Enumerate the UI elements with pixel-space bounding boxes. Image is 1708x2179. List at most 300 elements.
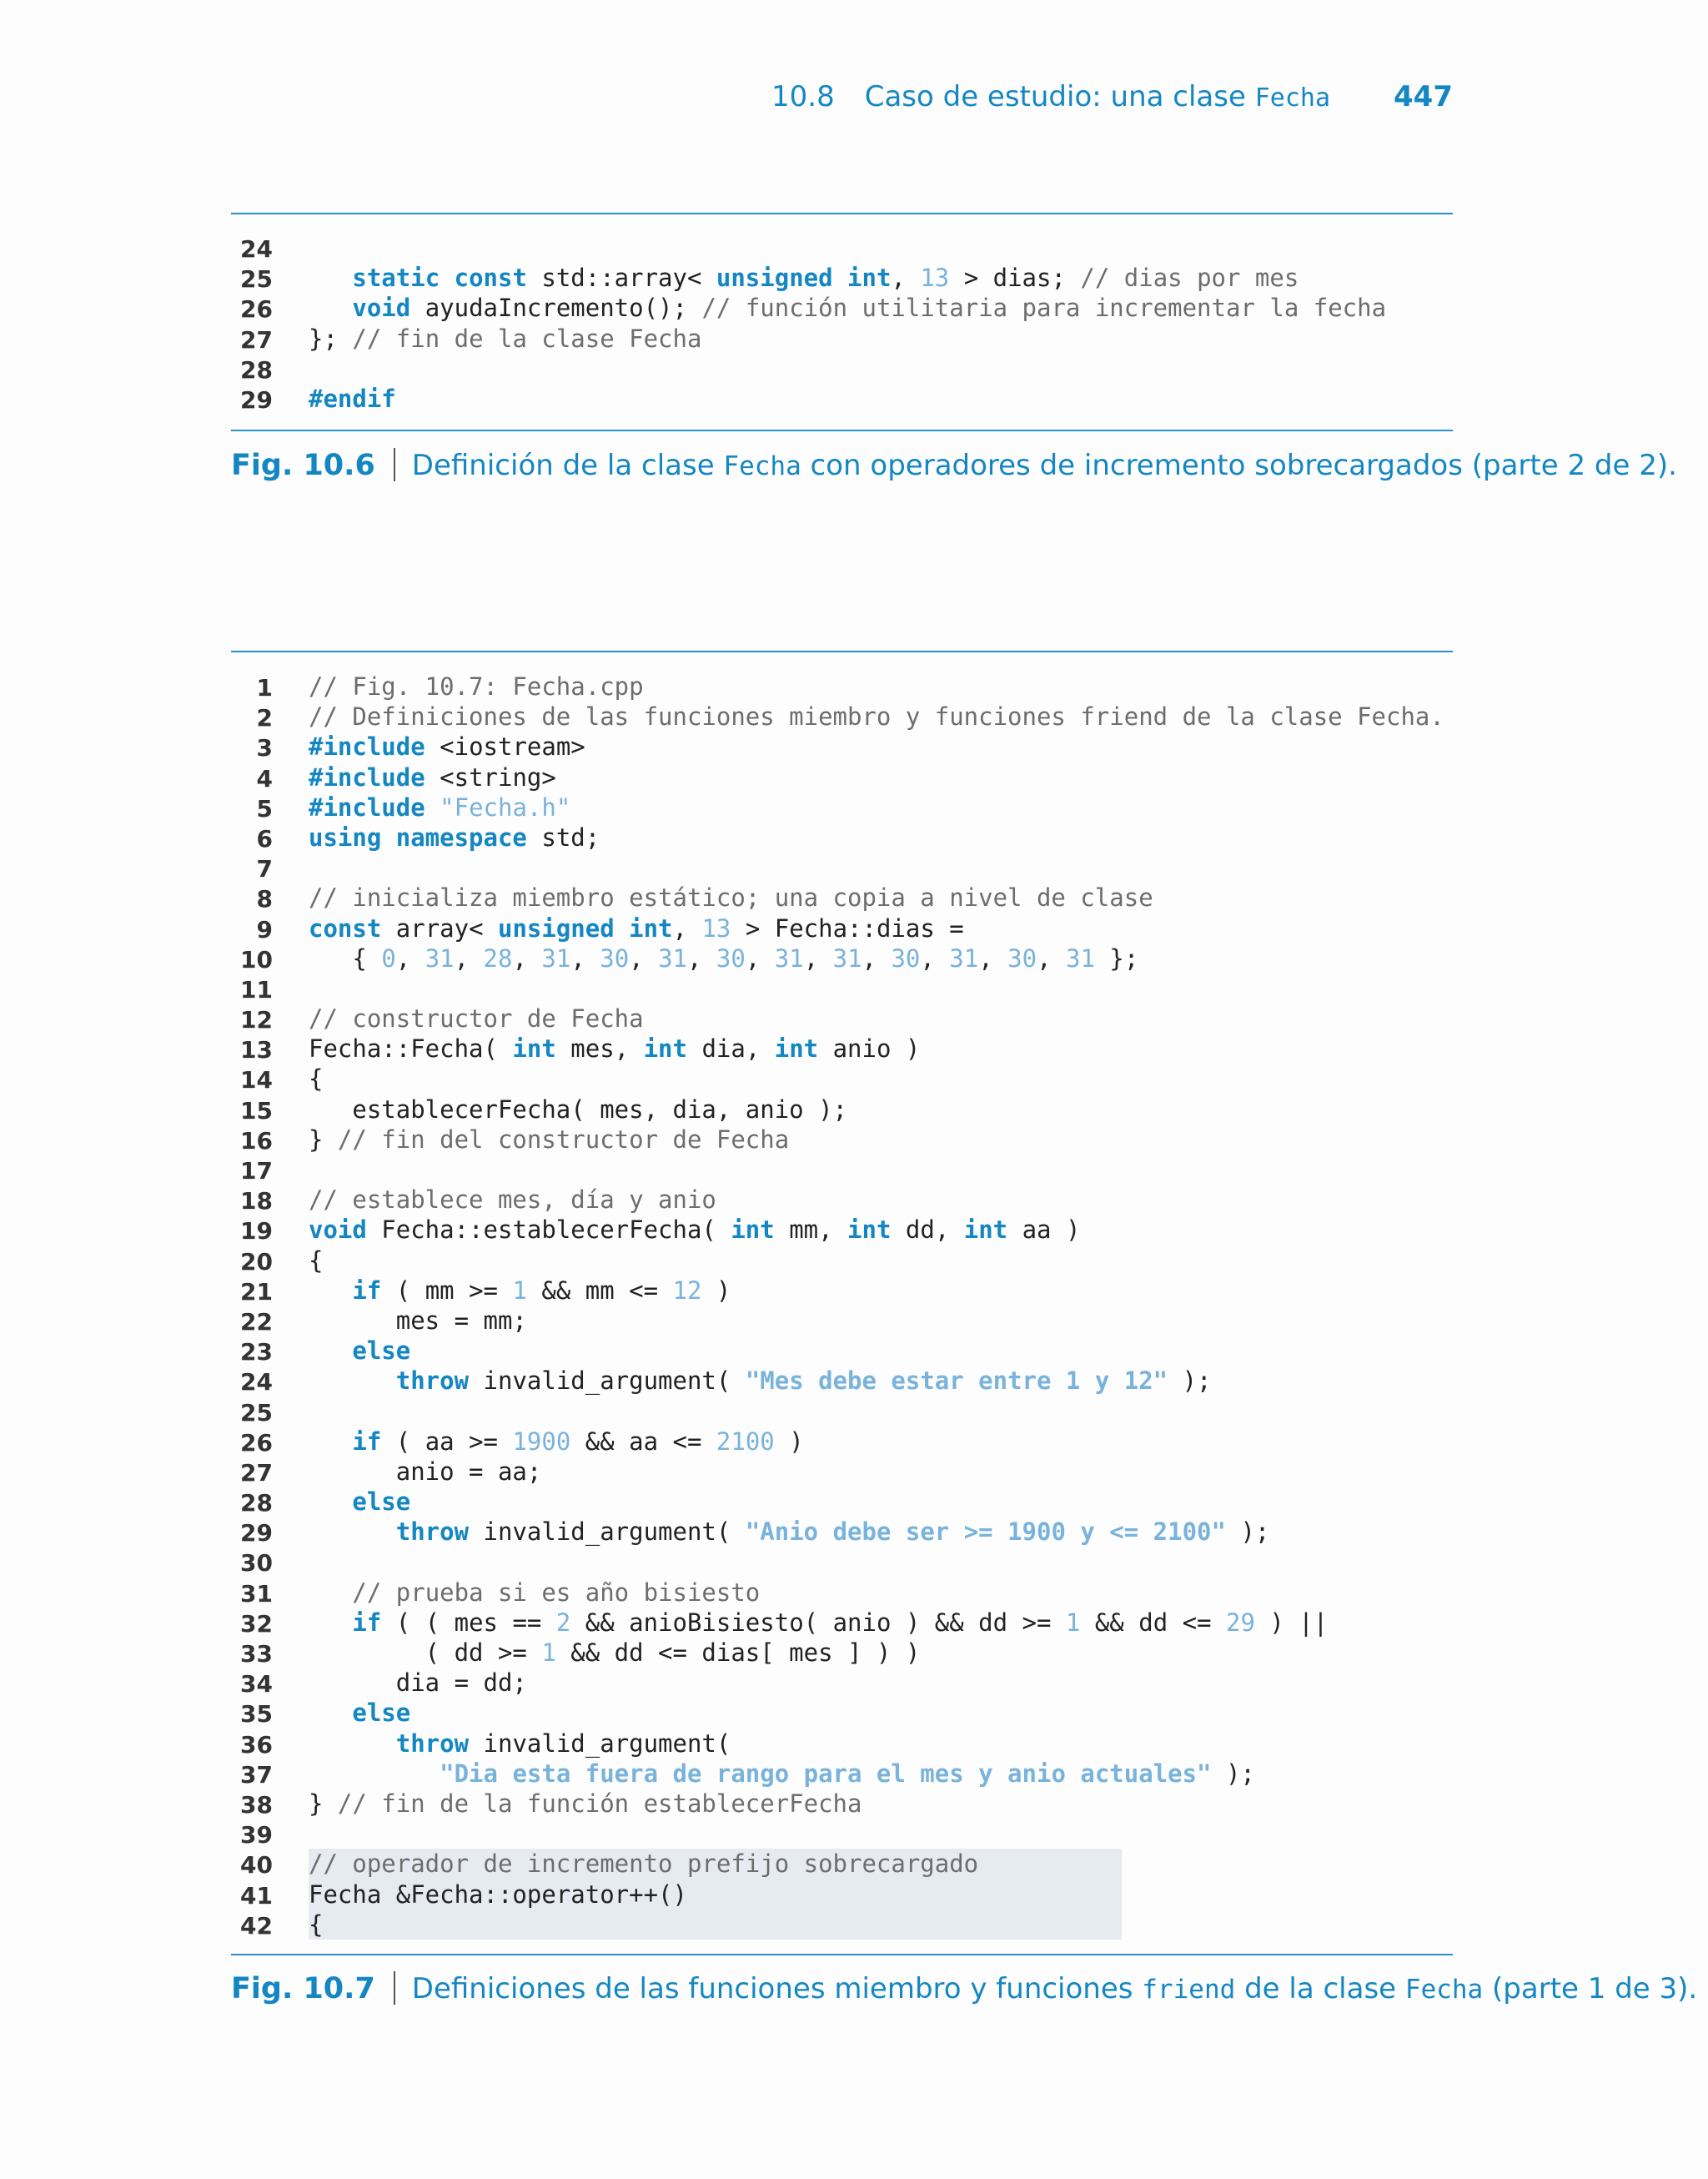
line-number: 23 [240, 1338, 273, 1366]
line-number: 37 [240, 1760, 273, 1789]
caption-code: Fecha [723, 451, 801, 481]
code-text [309, 1729, 731, 1759]
code-text [309, 823, 600, 853]
code-line [231, 1155, 1453, 1185]
code-line [231, 944, 1453, 974]
code-line [231, 1366, 1453, 1396]
code-line [231, 1880, 1453, 1910]
code-token: ( aa >= [381, 1427, 513, 1456]
line-number: 41 [240, 1881, 273, 1910]
code-token: > dias; [949, 264, 1081, 293]
code-token: , [570, 944, 600, 973]
code-token: int [512, 1034, 556, 1064]
code-text [309, 1608, 1328, 1638]
code-text [309, 1306, 527, 1336]
line-number: 33 [240, 1640, 273, 1668]
code-line [231, 1276, 1453, 1306]
figure-caption-10-6 [231, 448, 1677, 482]
code-line [231, 672, 1453, 702]
code-line [231, 1064, 1453, 1094]
line-number: 29 [240, 1519, 273, 1547]
code-token: mm, [774, 1215, 848, 1245]
code-token: if [352, 1608, 382, 1637]
code-token: aa ) [1007, 1215, 1081, 1245]
code-token [309, 1608, 352, 1637]
caption-label: Fig. 10.7 [231, 1972, 375, 2005]
code-token: 1900 [512, 1427, 571, 1456]
code-text [309, 1668, 527, 1698]
code-token: 0 [381, 944, 396, 973]
caption-text-middle: de la clase [1235, 1972, 1405, 2005]
line-number: 26 [240, 295, 273, 324]
code-line [231, 1215, 1453, 1245]
code-token: mes, [555, 1034, 644, 1064]
code-text [309, 1910, 323, 1940]
code-token: // prueba si es año bisiesto [352, 1578, 761, 1607]
code-line [231, 1487, 1453, 1517]
code-token: // operador de incremento prefijo sobrecargado [309, 1849, 979, 1879]
section-number: 10.8 [771, 80, 835, 113]
code-text [309, 384, 396, 414]
code-token: 1 [512, 1276, 527, 1305]
code-line [231, 293, 1453, 323]
code-token: ); [1225, 1517, 1270, 1547]
code-line [231, 1698, 1453, 1728]
line-number: 14 [240, 1066, 273, 1095]
code-token: "Mes debe estar entre 1 y 12" [745, 1366, 1168, 1396]
code-line [231, 354, 1453, 384]
code-line [231, 762, 1453, 793]
code-token: , [920, 944, 950, 973]
code-token [309, 1578, 352, 1607]
line-number: 25 [240, 1398, 273, 1427]
line-number: 6 [256, 824, 273, 853]
code-token: ); [1211, 1759, 1255, 1788]
code-token: // constructor de Fecha [309, 1004, 644, 1034]
code-text [309, 1517, 1269, 1547]
code-text [309, 1004, 644, 1034]
line-number: 5 [256, 794, 273, 823]
code-text [309, 1849, 978, 1879]
code-token: anio = aa; [309, 1457, 542, 1486]
code-token: unsigned int [498, 913, 673, 943]
code-listing-fig-10-7 [231, 672, 1453, 1940]
line-number: 28 [240, 355, 273, 384]
code-token: ) || [1254, 1608, 1329, 1637]
code-text [309, 1064, 323, 1094]
code-token: int [963, 1215, 1008, 1245]
code-token: #endif [309, 384, 396, 413]
code-token: if [352, 1276, 382, 1305]
code-line [231, 1638, 1453, 1668]
code-token [309, 1427, 352, 1456]
code-token: // fin del constructor de Fecha [337, 1125, 790, 1154]
code-token: // establece mes, día y anio [309, 1185, 716, 1215]
listing-2-bottom-rule [231, 1954, 1453, 1955]
code-token: invalid_argument( [469, 1517, 746, 1547]
code-token: ( ( mes == [381, 1608, 556, 1637]
code-token: "Anio debe ser >= 1900 y <= 2100" [745, 1517, 1226, 1547]
code-text [309, 883, 1153, 913]
line-number: 34 [240, 1670, 273, 1698]
listing-1-bottom-rule [231, 430, 1453, 431]
code-line [231, 263, 1453, 293]
line-number: 24 [240, 235, 273, 263]
code-token: <string> [424, 762, 556, 792]
code-token: int [643, 1034, 687, 1064]
code-text [309, 1034, 920, 1064]
code-token [309, 1276, 352, 1305]
code-token [309, 1729, 396, 1758]
caption-text: Definición de la clase [411, 449, 724, 482]
code-text [309, 263, 1299, 293]
code-token: ) [701, 1276, 731, 1305]
code-text [309, 1457, 541, 1487]
code-line [231, 1246, 1453, 1276]
line-number: 31 [240, 1579, 273, 1608]
line-number: 20 [240, 1247, 273, 1276]
code-token: , [672, 913, 702, 943]
code-token: throw [395, 1366, 470, 1396]
code-token: 2 [555, 1608, 571, 1637]
code-line [231, 1759, 1453, 1789]
code-text [309, 1638, 920, 1668]
code-line [231, 702, 1453, 732]
code-token: else [352, 1698, 411, 1728]
line-number: 1 [256, 674, 273, 702]
code-token: 30 [600, 944, 630, 973]
caption-text-end: (parte 1 de 3). [1483, 1972, 1698, 2005]
code-token: dd, [891, 1215, 964, 1245]
code-token: using namespace [309, 823, 527, 852]
code-token: ); [1168, 1366, 1212, 1396]
code-token: // fin de la función establecerFecha [337, 1789, 862, 1818]
code-token: int [731, 1215, 775, 1245]
code-token: > Fecha::dias = [731, 913, 964, 943]
caption-label: Fig. 10.6 [231, 449, 375, 482]
code-token: establecerFecha( mes, dia, anio ); [309, 1095, 848, 1124]
code-token: ayudaIncremento(); [410, 294, 702, 323]
line-number: 24 [240, 1368, 273, 1396]
code-text [309, 1276, 731, 1306]
code-text [309, 1246, 323, 1276]
code-token: 30 [1007, 944, 1037, 973]
code-line [231, 1306, 1453, 1336]
code-token: && aa <= [570, 1427, 716, 1456]
code-token: { [309, 1910, 324, 1939]
code-token [309, 1698, 352, 1727]
code-token: int [774, 1034, 819, 1064]
code-token: Fecha &Fecha::operator++() [309, 1880, 687, 1909]
code-token: , [891, 264, 921, 293]
line-number: 13 [240, 1036, 273, 1064]
line-number: 42 [240, 1911, 273, 1940]
code-token: 31 [949, 944, 979, 973]
code-token: <iostream> [424, 732, 585, 762]
code-line [231, 732, 1453, 762]
code-token: dia, [686, 1034, 775, 1064]
code-line [231, 1095, 1453, 1125]
code-token [309, 1366, 396, 1395]
caption-text-end: con operadores de incremento sobrecargados (parte 2 de 2). [801, 449, 1677, 482]
code-token: 28 [483, 944, 513, 973]
code-token: dia = dd; [309, 1668, 527, 1698]
code-text [309, 1215, 1080, 1245]
section-title: Caso de estudio: una clase [864, 80, 1246, 113]
line-number: 35 [240, 1700, 273, 1729]
code-line [231, 1789, 1453, 1819]
code-text [309, 793, 570, 823]
code-token: 13 [920, 264, 950, 293]
code-token: , [862, 944, 892, 973]
code-token: && dd <= dias[ mes ] ) ) [555, 1638, 921, 1667]
code-line [231, 1034, 1453, 1064]
line-number: 3 [256, 734, 273, 762]
code-line [231, 1547, 1453, 1577]
code-token: , [745, 944, 775, 973]
code-line [231, 324, 1453, 354]
code-token: ( mm >= [381, 1276, 513, 1305]
listing-1-top-rule [231, 213, 1453, 214]
code-line [231, 913, 1453, 944]
code-token [309, 294, 352, 322]
code-token: 29 [1226, 1608, 1255, 1637]
line-number: 8 [256, 885, 273, 913]
code-token: , [687, 944, 716, 973]
code-token: { [309, 1064, 324, 1094]
code-line [231, 1185, 1453, 1215]
code-token: 31 [541, 944, 571, 973]
caption-code: friend [1142, 1975, 1236, 2005]
code-line [231, 1668, 1453, 1698]
code-text [309, 1095, 847, 1125]
code-token: , [629, 944, 659, 973]
code-line [231, 1910, 1453, 1940]
code-token: anio ) [818, 1034, 921, 1064]
code-token: const [309, 913, 382, 943]
line-number: 32 [240, 1609, 273, 1638]
code-token: invalid_argument( [469, 1366, 746, 1396]
code-token: 13 [701, 913, 731, 943]
code-token: 12 [672, 1276, 702, 1305]
code-token [309, 1759, 440, 1788]
line-number: 38 [240, 1790, 273, 1819]
code-token: invalid_argument( [469, 1729, 731, 1758]
line-number: 12 [240, 1006, 273, 1034]
line-number: 36 [240, 1730, 273, 1759]
code-token: , [1037, 944, 1066, 973]
code-text [309, 1698, 410, 1728]
running-head [0, 80, 1453, 113]
code-line [231, 1125, 1453, 1155]
code-line [231, 1457, 1453, 1487]
line-number: 21 [240, 1277, 273, 1306]
code-token: throw [395, 1517, 470, 1547]
section-title-code: Fecha [1254, 83, 1331, 113]
code-token: && dd <= [1080, 1608, 1226, 1637]
code-token: 1 [541, 1638, 556, 1667]
code-line [231, 853, 1453, 883]
line-number: 40 [240, 1851, 273, 1880]
line-number: 39 [240, 1821, 273, 1849]
line-number: 26 [240, 1428, 273, 1457]
code-token: , [395, 944, 425, 973]
code-text [309, 293, 1386, 323]
code-token: 31 [774, 944, 804, 973]
caption-text: Definiciones de las funciones miembro y funciones [411, 1972, 1143, 2005]
line-number: 27 [240, 1458, 273, 1487]
code-text [309, 1185, 716, 1215]
code-token: , [512, 944, 542, 973]
code-token: // dias por mes [1080, 264, 1299, 293]
code-token: 30 [716, 944, 746, 973]
code-token: 30 [891, 944, 921, 973]
line-number: 18 [240, 1187, 273, 1215]
line-number: 25 [240, 265, 273, 294]
code-token: "Fecha.h" [440, 793, 571, 822]
code-token: }; [309, 324, 353, 353]
caption-divider [394, 1971, 395, 2005]
code-token: std::array< [526, 264, 716, 293]
code-line [231, 1608, 1453, 1638]
code-token: { [309, 1246, 324, 1275]
code-token [309, 1336, 352, 1365]
code-token: #include [309, 793, 425, 822]
code-token: 31 [1065, 944, 1095, 973]
line-number: 10 [240, 945, 273, 974]
code-text [309, 944, 1138, 974]
code-line [231, 1729, 1453, 1759]
figure-caption-10-7 [231, 1971, 1697, 2005]
code-token: } [309, 1789, 338, 1818]
code-text [309, 1759, 1255, 1789]
code-line [231, 823, 1453, 853]
code-text [309, 702, 1444, 732]
code-token [309, 264, 352, 292]
code-token: // inicializa miembro estático; una copia a nivel de clase [309, 883, 1153, 913]
line-number: 15 [240, 1096, 273, 1125]
code-line [231, 1517, 1453, 1547]
code-token: ) [774, 1427, 804, 1456]
code-text [309, 1427, 804, 1457]
line-number: 17 [240, 1157, 273, 1185]
code-token: #include [309, 762, 425, 792]
code-token [425, 793, 440, 822]
line-number: 7 [256, 855, 273, 883]
code-token: 31 [424, 944, 455, 973]
code-token: #include [309, 732, 425, 762]
code-token: , [454, 944, 484, 973]
code-token: 2100 [716, 1427, 775, 1456]
code-text [309, 1336, 410, 1366]
code-token: // función utilitaria para incrementar la fecha [701, 294, 1387, 323]
code-text [309, 324, 701, 354]
line-number: 27 [240, 325, 273, 354]
code-token: ( dd >= [309, 1638, 542, 1667]
code-token: && anioBisiesto( anio ) && dd >= [570, 1608, 1066, 1637]
code-token: void [309, 1215, 367, 1245]
code-line [231, 1819, 1453, 1849]
code-token: mes = mm; [309, 1306, 527, 1335]
code-token: 1 [1065, 1608, 1081, 1637]
code-token: // Fig. 10.7: Fecha.cpp [309, 672, 644, 701]
code-line [231, 1396, 1453, 1427]
code-token: 31 [832, 944, 862, 973]
code-token: int [847, 1215, 892, 1245]
line-number: 30 [240, 1549, 273, 1578]
code-token: unsigned int [716, 264, 892, 293]
listing-2-top-rule [231, 651, 1453, 652]
code-token: static const [352, 264, 527, 293]
page-number: 447 [1394, 80, 1453, 113]
code-listing-fig-10-6 [231, 233, 1453, 414]
code-token: , [978, 944, 1008, 973]
code-token: if [352, 1427, 382, 1456]
code-token: else [352, 1336, 411, 1366]
code-token [309, 1517, 396, 1546]
code-line [231, 384, 1453, 414]
line-number: 19 [240, 1217, 273, 1246]
line-number: 29 [240, 385, 273, 414]
line-number: 4 [256, 764, 273, 793]
code-token: // Definiciones de las funciones miembro y funciones friend de la clase Fecha. [309, 702, 1444, 732]
code-token: { [309, 944, 382, 973]
line-number: 9 [256, 915, 273, 944]
line-number: 2 [256, 704, 273, 732]
code-token: // fin de la clase Fecha [352, 324, 702, 353]
code-line [231, 793, 1453, 823]
code-token: std; [526, 823, 600, 852]
code-text [309, 1578, 760, 1608]
line-number: 16 [240, 1126, 273, 1155]
code-text [309, 913, 964, 944]
code-token: array< [381, 913, 498, 943]
caption-code-2: Fecha [1404, 1975, 1484, 2005]
code-token: void [352, 294, 411, 323]
code-line [231, 1427, 1453, 1457]
code-text [309, 762, 556, 793]
code-token: throw [395, 1729, 470, 1758]
code-token: else [352, 1487, 411, 1517]
code-line [231, 1004, 1453, 1034]
line-number: 11 [240, 975, 273, 1004]
code-text [309, 1366, 1212, 1396]
line-number: 28 [240, 1489, 273, 1517]
code-line [231, 1849, 1453, 1879]
code-token: } [309, 1125, 338, 1154]
code-token: "Dia esta fuera de rango para el mes y anio actuales" [440, 1759, 1212, 1788]
code-token: 31 [658, 944, 687, 973]
code-token: }; [1094, 944, 1139, 973]
code-text [309, 1487, 410, 1517]
caption-divider [394, 448, 395, 481]
code-line [231, 974, 1453, 1004]
code-line [231, 233, 1453, 263]
code-text [309, 1880, 687, 1910]
code-token: Fecha::establecerFecha( [366, 1215, 731, 1245]
code-token: && mm <= [526, 1276, 673, 1305]
code-token [309, 1487, 352, 1516]
code-token: Fecha::Fecha( [309, 1034, 513, 1064]
code-text [309, 1125, 789, 1155]
code-line [231, 1578, 1453, 1608]
code-token: , [803, 944, 833, 973]
code-text [309, 732, 585, 762]
line-number: 22 [240, 1307, 273, 1336]
code-text [309, 1789, 862, 1819]
code-line [231, 883, 1453, 913]
code-text [309, 672, 644, 702]
